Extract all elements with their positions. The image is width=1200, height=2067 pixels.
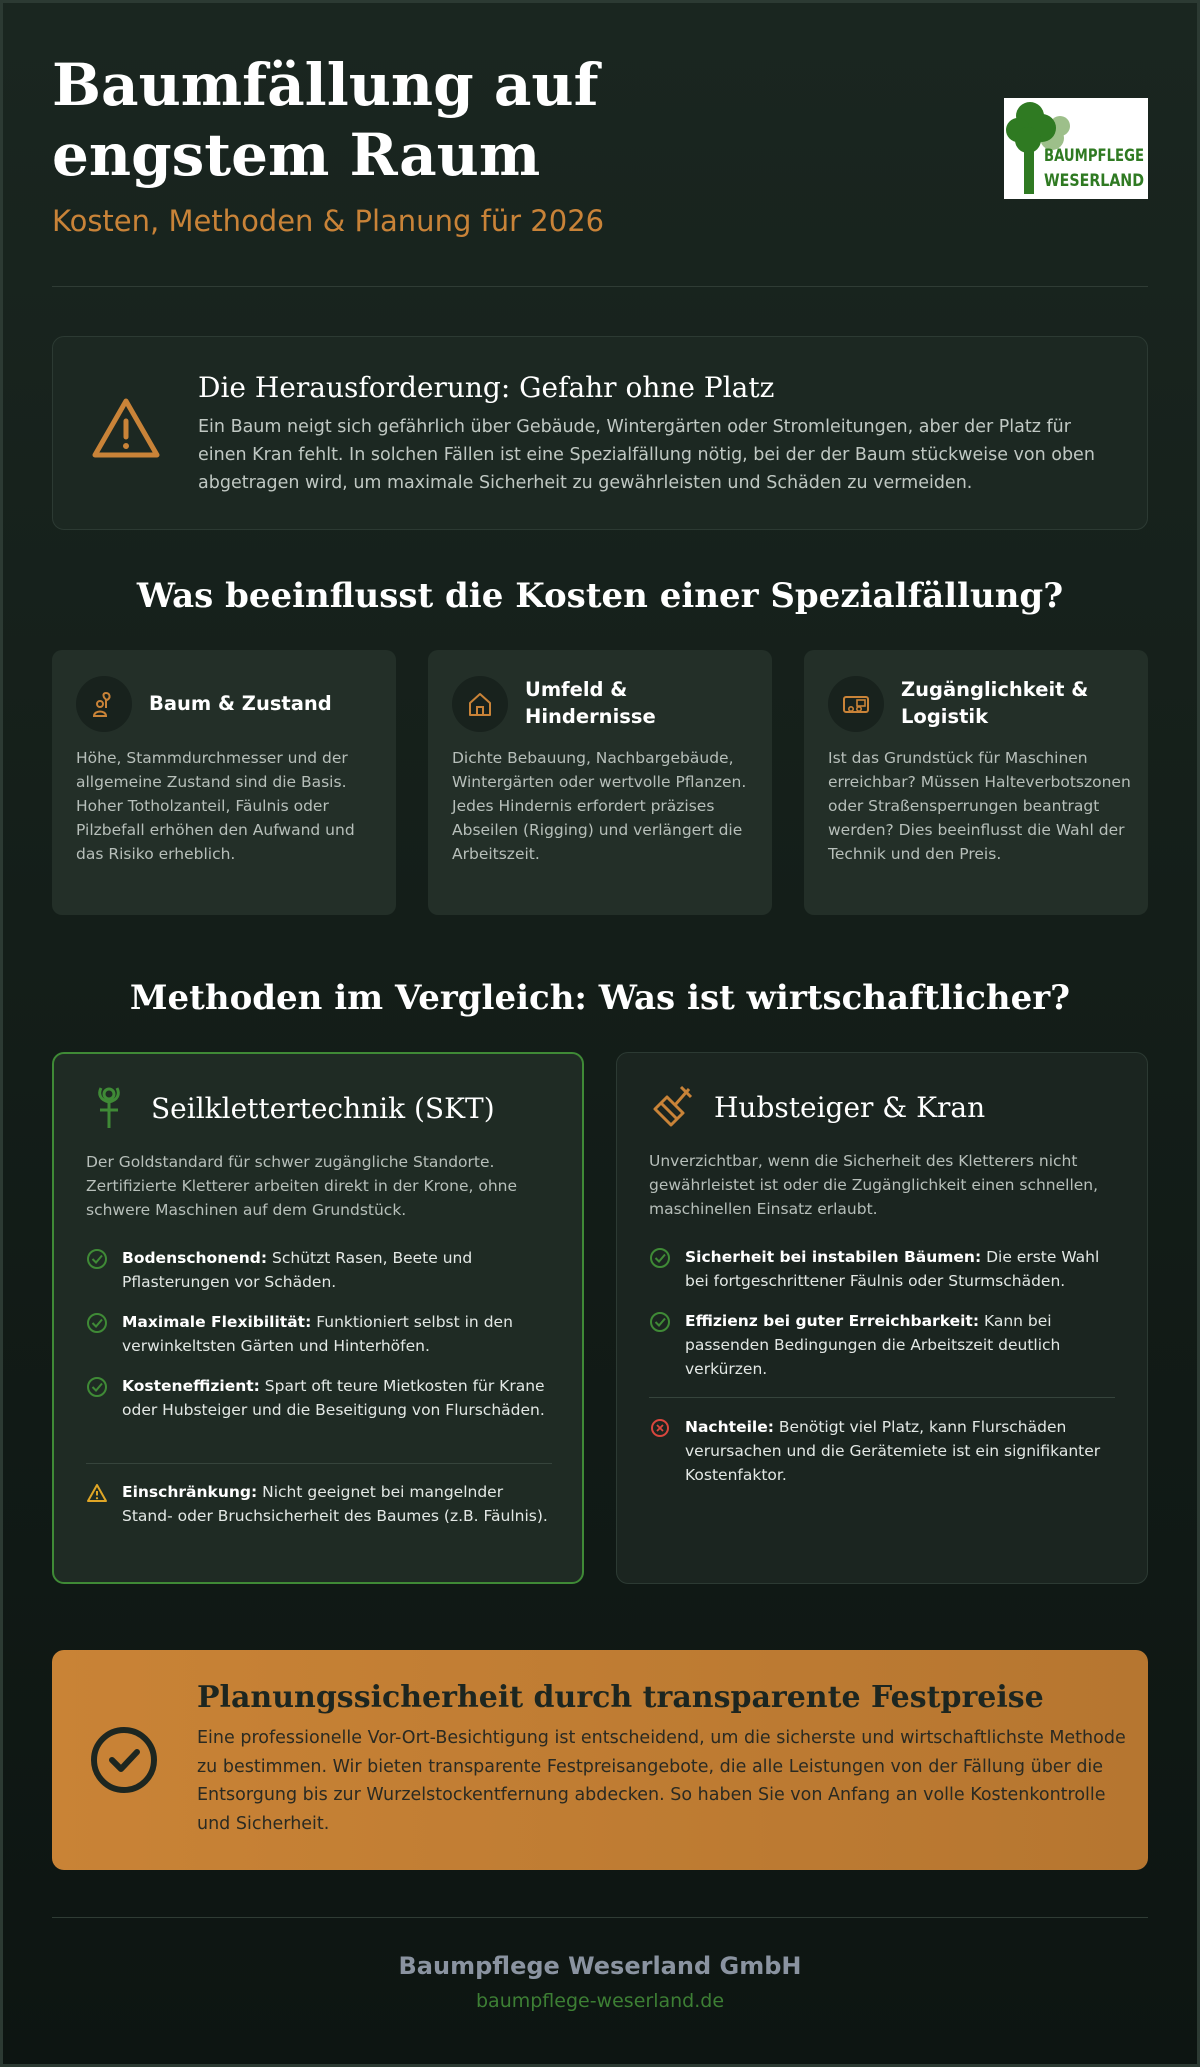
drawback-label: Nachteile: [685, 1418, 774, 1436]
header-divider [52, 286, 1148, 287]
check-circle-icon [86, 1376, 108, 1398]
cta-title: Planungssicherheit durch transparente Festpreise [197, 1680, 1044, 1715]
method-intro: Unverzichtbar, wenn die Sicherheit des Kletterers nicht gewährleistet ist oder die Zugänglichkeit einen schnellen, maschinellen Einsatz erlaubt. [649, 1152, 1099, 1218]
limitation-label: Einschränkung: [122, 1483, 258, 1501]
cost-card-text: Ist das Grundstück für Maschinen erreichbar? Müssen Halteverbotszonen oder Straßensperrungen beantragt werden? Dies beeinflusst die Wahl der Technik und den Preis. [828, 749, 1131, 863]
cost-card-text: Höhe, Stammdurchmesser und der allgemeine Zustand sind die Basis. Hoher Totholzanteil, Fäulnis oder Pilzbefall erhöhen den Aufwand und das Risiko erheblich. [76, 749, 355, 863]
method-card-skt [52, 1052, 584, 1584]
method-title: Seilklettertechnik (SKT) [151, 1092, 495, 1125]
pro-text: Kann bei passenden Bedingungen die Arbeitszeit deutlich verkürzen. [685, 1312, 1061, 1378]
house-icon [452, 676, 508, 732]
pro-text: Spart oft teure Mietkosten für Krane oder Hubsteiger und die Beseitigung von Flurschäden. [122, 1377, 545, 1419]
page-title: Baumfällung auf engstem Raum [52, 51, 599, 189]
pro-label: Bodenschonend: [122, 1249, 268, 1267]
tree-person-icon [76, 676, 132, 732]
logo-line-2: WESERLAND [1044, 171, 1144, 191]
check-circle-icon [86, 1312, 108, 1334]
page-subtitle: Kosten, Methoden & Planung für 2026 [52, 204, 605, 238]
cost-card-text: Dichte Bebauung, Nachbargebäude, Wintergärten oder wertvolle Pflanzen. Jedes Hindernis erfordert präzises Abseilen (Rigging) und verlängert die Arbeitszeit. [452, 749, 747, 863]
climber-icon [86, 1084, 132, 1134]
header [52, 50, 1148, 250]
method-title: Hubsteiger & Kran [714, 1091, 986, 1124]
footer-divider [52, 1917, 1148, 1918]
method-divider [649, 1397, 1115, 1398]
pro-text: Funktioniert selbst in den verwinkeltsten Gärten und Hinterhöfen. [122, 1313, 513, 1355]
logo-line-1: BAUMPFLEGE [1044, 146, 1144, 166]
cost-card-title: Zugänglichkeit & Logistik [901, 678, 1089, 728]
check-circle-icon [90, 1726, 158, 1798]
pro-label: Kosteneffizient: [122, 1377, 260, 1395]
challenge-title: Die Herausforderung: Gefahr ohne Platz [198, 371, 775, 404]
pro-label: Maximale Flexibilität: [122, 1313, 312, 1331]
check-circle-icon [649, 1311, 671, 1333]
method-intro: Der Goldstandard für schwer zugängliche Standorte. Zertifizierte Kletterer arbeiten direkt in der Krone, ohne schwere Maschinen auf dem Grundstück. [86, 1153, 518, 1219]
truck-icon [828, 676, 884, 732]
cost-card-title: Baum & Zustand [149, 692, 332, 715]
check-circle-icon [86, 1248, 108, 1270]
warning-triangle-icon [91, 395, 161, 461]
pro-label: Sicherheit bei instabilen Bäumen: [685, 1248, 982, 1266]
cost-card-access [804, 650, 1148, 915]
drawback-text: Benötigt viel Platz, kann Flurschäden verursachen und die Gerätemiete ist ein signifikanter Kostenfaktor. [685, 1418, 1101, 1484]
challenge-text: Ein Baum neigt sich gefährlich über Gebäude, Wintergärten oder Stromleitungen, aber der Platz für einen Kran fehlt. In solchen Fällen ist eine Spezialfällung nötig, bei der der Baum stückweise von oben abgetragen wird, um maximale Sicherheit zu gewährleisten und Schäden zu vermeiden. [198, 417, 1095, 493]
crane-bucket-icon [649, 1083, 695, 1133]
warning-icon [86, 1482, 108, 1504]
cost-card-title: Umfeld & Hindernisse [525, 678, 656, 728]
pro-text: Schützt Rasen, Beete und Pflasterungen vor Schäden. [122, 1249, 473, 1291]
method-card-kran [616, 1052, 1148, 1584]
limitation-text: Nicht geeignet bei mangelnder Stand- oder Bruchsicherheit des Baumes (z.B. Fäulnis). [122, 1483, 548, 1525]
methods-section-title: Methoden im Vergleich: Was ist wirtschaftlicher? [129, 978, 1071, 1018]
company-logo [1004, 98, 1148, 199]
check-circle-icon [649, 1247, 671, 1269]
costs-section-title: Was beeinflusst die Kosten einer Spezialfällung? [136, 576, 1064, 616]
footer-company: Baumpflege Weserland GmbH [398, 1952, 802, 1980]
cost-card-environment [428, 650, 772, 915]
cta-text: Eine professionelle Vor-Ort-Besichtigung ist entscheidend, um die sicherste und wirtschaftlichste Methode zu bestimmen. Wir bieten transparente Festpreisangebote, die alle Leistungen von der Fällung über die Entsorgung bis zur Wurzelstockentfernung abdecken. So haben Sie von Anfang an volle Kostenkontrolle und Sicherheit. [197, 1728, 1126, 1834]
pro-text: Die erste Wahl bei fortgeschrittener Fäulnis oder Sturmschäden. [685, 1248, 1100, 1290]
x-circle-icon [649, 1417, 671, 1439]
footer-url-link[interactable]: baumpflege-weserland.de [475, 1990, 725, 2012]
challenge-box [52, 336, 1148, 530]
pro-label: Effizienz bei guter Erreichbarkeit: [685, 1312, 980, 1330]
cta-box [52, 1650, 1148, 1870]
cost-card-tree [52, 650, 396, 915]
method-divider [86, 1463, 552, 1464]
